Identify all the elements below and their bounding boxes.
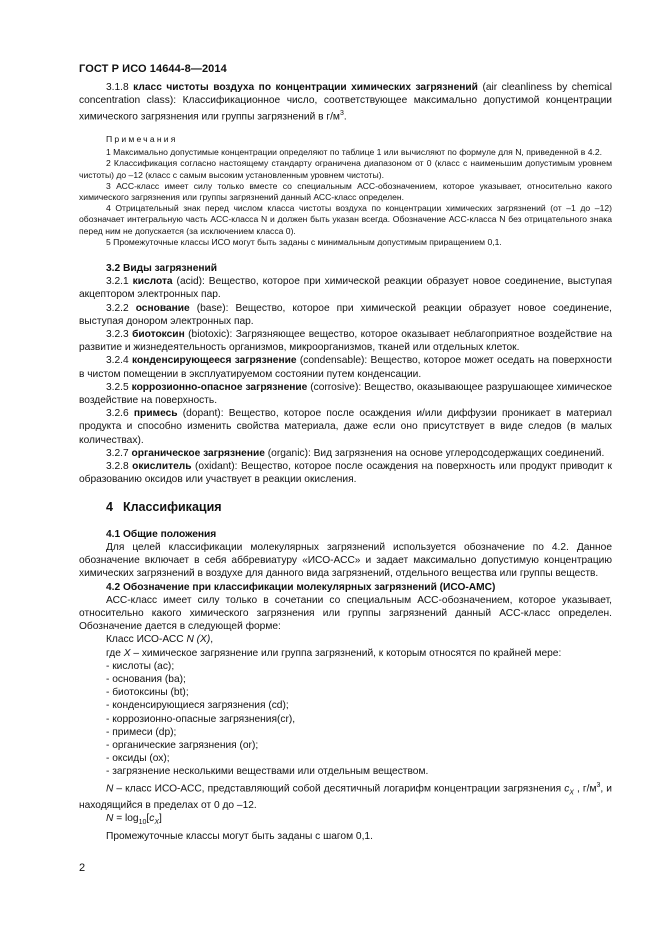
form-formula: N (X) — [186, 634, 211, 646]
definition-3-2-6 — [79, 407, 612, 447]
list-item: - кислоты (ас); — [106, 660, 175, 672]
note-3: 3 АСС-класс имеет силу только вместе со специальным АСС-обозначением, которое указывает, относительно какого химического загрязнения или группы загрязнений данный АСС-класс определен. — [79, 180, 612, 203]
unit: , г/м — [573, 782, 597, 794]
formula-c: c — [149, 813, 155, 825]
note-5: 5 Промежуточные классы ИСО могут быть заданы с минимальным допустимым приращением 0,1. — [106, 236, 502, 247]
document-header: ГОСТ Р ИСО 14644-8—2014 — [79, 63, 227, 75]
note-1: 1 Максимально допустимые концентрации определяют по таблице 1 или вычисляют по формуле для N, приведенной в 4.2. — [106, 147, 603, 158]
where-text: – химическое загрязнение или группа загрязнений, к которым относятся по крайней мере: — [130, 647, 562, 659]
designation-form — [79, 633, 612, 646]
intermediate-classes-note: Промежуточные классы могут быть заданы с шагом 0,1. — [106, 830, 373, 842]
notes-title: Примечания — [106, 134, 178, 144]
definition-text: (biotoxic): Загрязняющее вещество, которое оказывает неблагоприятное воздействие на развитие и жизнедеятельность организмов, микроорганизмов, тканей или отдельных клеток. — [79, 329, 612, 354]
clause-number: 3.2.7 — [106, 447, 129, 459]
term: примесь — [133, 408, 178, 420]
formula-n: N — [106, 813, 114, 825]
definition-3-2-8 — [79, 460, 612, 486]
clause-number: 3.2.3 — [106, 329, 129, 341]
variable-x: X — [123, 647, 131, 659]
note-2: 2 Классификация согласно настоящему стандарту ограничена диапазоном от 0 (класс с наименьшим допустимым уровнем чистоты) до –12 (класс с самым высоким установленным уровнем чистоты). — [79, 158, 612, 180]
definition-text: (condensable): Вещество, которое может оседать на поверхности в чистом помещении в эксплуатируемом состоянии путем конденсации. — [79, 355, 612, 380]
list-item: - оксиды (ох); — [106, 753, 170, 765]
definition-3-1-8 — [79, 81, 612, 124]
formula-log: = log — [113, 813, 139, 825]
list-item: - органические загрязнения (or); — [106, 739, 259, 751]
definition-text: (corrosive): Вещество, оказывающее разрушающее химическое воздействие на поверхность. — [79, 381, 612, 407]
definition-text: (acid): Вещество, которое при химической реакции образует новое соединение, выступая акцептором электронных пар. — [79, 276, 612, 301]
definition-text: (oxidant): Вещество, которое после осаждения на поверхность или продукт приводит к образованию оксидов или участвует в реакции окисления. — [79, 461, 612, 486]
term: коррозионно-опасное загрязнение — [131, 381, 308, 393]
term: конденсирующееся загрязнение — [131, 355, 297, 367]
list-item: - примеси (dp); — [106, 726, 177, 738]
clause-number: 3.2.5 — [106, 381, 129, 393]
definition-3-2-3 — [79, 328, 612, 354]
clause-number: 3.2.1 — [106, 276, 129, 288]
note-4: 4 Отрицательный знак перед числом класса чистоты воздуха по концентрации химических загрязнений (от –1 до –12) обозначает интегральную часть АСС-класса N и должен быть указан всегда. Обозначение АСС-класса N без отрицательного знака перед ним не допускается (за исключением класса 0). — [79, 203, 612, 236]
definition-text: (dopant): Вещество, которое после осаждения и/или диффузии проникает в материал продукта и способно изменить свойства материала, даже если оно присутствует в виде следов (в малых количествах). — [79, 408, 612, 446]
clause-number: 3.2.6 — [106, 408, 129, 420]
list-item: - коррозионно-опасные загрязнения(cr), — [106, 713, 296, 725]
list-item: - конденсирующиеся загрязнения (cd); — [106, 700, 289, 712]
definition-3-2-7 — [79, 447, 612, 460]
section-4-1-text: Для целей классификации молекулярных загрязнений используется обозначение по 4.2. Данное обозначение включает в себя аббревиатуру «ИСО-АСС» и задает максимально допустимую концентрацию химических загрязнений в воздухе для данного вида загрязнений, отдельного вещества или группы веществ. — [79, 541, 612, 580]
clause-number: 3.1.8 — [106, 82, 129, 93]
definition-text: (base): Вещество, которое при химической реакции образует новое соединение, выступая донором электронных пар. — [79, 302, 612, 327]
term: органическое загрязнение — [131, 447, 265, 459]
superscript: 3 — [596, 781, 601, 789]
list-item: - загрязнение несколькими веществами или отдельным веществом. — [106, 766, 429, 778]
chapter-number: 4 — [106, 500, 113, 515]
punctuation: . — [343, 111, 347, 123]
formula-base: 10 — [138, 819, 147, 827]
definition-3-2-5 — [79, 381, 612, 407]
formula-c-subscript: X — [154, 819, 159, 827]
n-text-tail: , и находящийся в пределах от 0 до –12. — [79, 782, 613, 812]
list-item: - биотоксины (bt); — [106, 687, 189, 699]
definition-3-2-1 — [79, 275, 612, 301]
where-clause — [79, 647, 612, 660]
superscript: 3 — [339, 110, 344, 118]
punctuation: , — [210, 634, 214, 646]
document-body — [79, 81, 612, 843]
chapter-title: Классификация — [122, 500, 222, 515]
subscript-x: X — [569, 788, 574, 796]
section-title-4-2: 4.2 Обозначение при классификации молекулярных загрязнений (ИСО-АМС) — [106, 581, 496, 593]
definition-text: (air cleanliness by chemical concentration class): Классификационное число, соответствующее максимально допустимой концентрации химического загрязнения или группы загрязнений в г/м — [79, 82, 612, 123]
term: основание — [135, 302, 190, 314]
section-4-2-text: АСС-класс имеет силу только в сочетании со специальным АСС-обозначением, которое указывает, относительно какого химического загрязнения или группы загрязнений данный АСС-класс определен. Обозначение дается в следующей форме: — [79, 594, 612, 633]
form-prefix: Класс ИСО-АСС — [106, 634, 187, 646]
n-definition — [79, 779, 612, 813]
chapter-heading — [106, 501, 612, 514]
clause-number: 3.2.8 — [106, 461, 129, 473]
term: кислота — [132, 276, 173, 288]
section-title-4-1: 4.1 Общие положения — [106, 528, 217, 540]
definition-text: (organic): Вид загрязнения на основе углеродсодержащих соединений. — [267, 447, 605, 459]
term: окислитель — [132, 461, 192, 473]
clause-number: 3.2.4 — [106, 355, 129, 367]
n-text: – класс ИСО-АСС, представляющий собой десятичный логарифм концентрации загрязнения — [113, 782, 565, 794]
bracket: ] — [158, 813, 162, 825]
section-title-3-2: 3.2 Виды загрязнений — [106, 263, 218, 275]
bracket: [ — [146, 813, 150, 825]
variable-c: c — [564, 782, 570, 794]
where-prefix: где — [106, 647, 124, 659]
variable-n: N — [106, 782, 114, 794]
term: биотоксин — [132, 329, 185, 341]
page-number: 2 — [79, 862, 86, 874]
formula — [79, 812, 612, 829]
term: класс чистоты воздуха по концентрации химических загрязнений — [133, 82, 478, 93]
definition-3-2-4 — [79, 354, 612, 380]
list-item: - основания (ba); — [106, 673, 186, 685]
definition-3-2-2 — [79, 302, 612, 328]
clause-number: 3.2.2 — [106, 302, 129, 314]
